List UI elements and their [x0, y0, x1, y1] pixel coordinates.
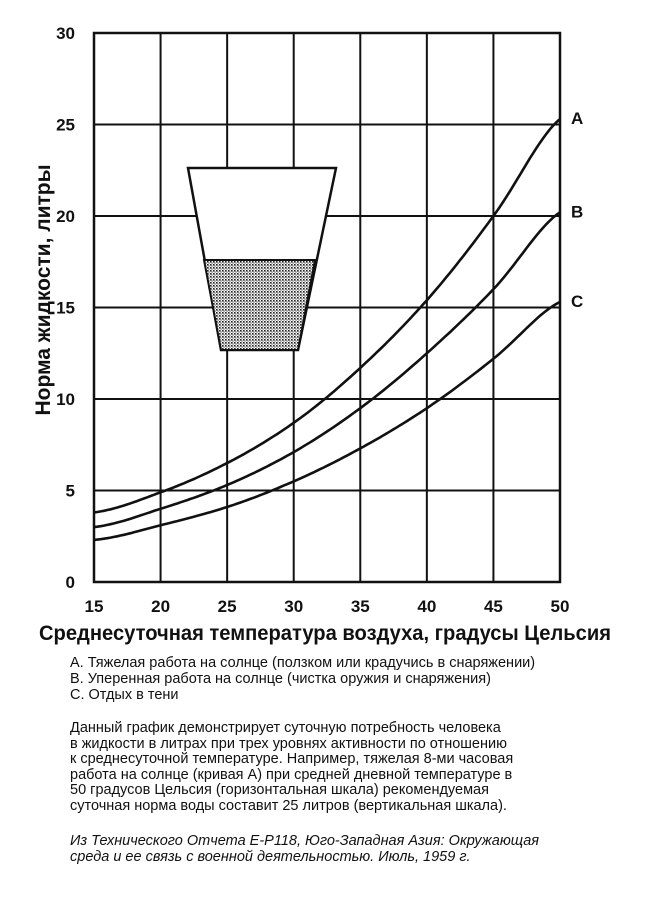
y-tick-label: 10 — [56, 390, 75, 409]
legend-item-b: B. Уперенная работа на солнце (чистка оружия и снаряжения) — [70, 671, 491, 687]
description-line: Данный график демонстрирует суточную потребность человека — [70, 720, 501, 736]
description-line: суточная норма воды составит 25 литров (вертикальная шкала). — [70, 797, 507, 814]
series-line-b — [94, 212, 560, 527]
x-axis-label: Среднесуточная температура воздуха, градусы Цельсия — [39, 622, 611, 645]
curve-label-c: C — [571, 292, 584, 312]
curve-label-b: B — [571, 202, 584, 222]
description-line: к среднесуточной температуре. Например, тяжелая 8-ми часовая — [70, 751, 514, 767]
y-tick-label: 25 — [56, 115, 75, 135]
x-tick-label: 40 — [417, 597, 437, 616]
curve-legend — [70, 655, 630, 703]
x-tick-label: 15 — [84, 597, 104, 616]
description-line: 50 градусов Цельсия (горизонтальная шкала) рекомендуемая — [70, 782, 489, 798]
curve-label-a: A — [571, 109, 584, 129]
x-tick-label: 45 — [483, 597, 503, 616]
legend-item-a: A. Тяжелая работа на солнце (ползком или крадучись в снаряжении) — [70, 655, 536, 671]
x-tick-label: 25 — [217, 597, 237, 616]
y-tick-label: 30 — [56, 24, 75, 43]
source-citation — [70, 833, 630, 865]
source-line: Из Технического Отчета E-P118, Юго-Западная Азия: Окружающая — [70, 833, 540, 849]
series-line-c — [94, 302, 560, 540]
description-line: в жидкости в литрах при трех уровнях активности по отношению — [70, 735, 507, 752]
water-cup-icon — [188, 168, 336, 350]
x-tick-label: 35 — [350, 597, 370, 616]
series-layer — [94, 109, 583, 540]
legend-item-c: C. Отдых в тени — [70, 687, 179, 703]
chart-description — [70, 721, 610, 814]
source-line: среда и ее связь с военной деятельностью. Июль, 1959 г. — [70, 849, 471, 865]
y-tick-label: 0 — [65, 573, 75, 592]
x-tick-label: 50 — [550, 597, 570, 616]
y-axis-label: Норма жидкости, литры — [32, 164, 55, 416]
x-tick-label: 30 — [284, 597, 304, 616]
y-tick-label: 5 — [65, 481, 75, 501]
description-line: работа на солнце (кривая А) при средней дневной температуре в — [70, 766, 513, 783]
chart-grid — [94, 33, 560, 582]
y-tick-label: 15 — [56, 298, 75, 318]
y-tick-label: 20 — [56, 207, 75, 226]
x-tick-label: 20 — [151, 597, 171, 616]
